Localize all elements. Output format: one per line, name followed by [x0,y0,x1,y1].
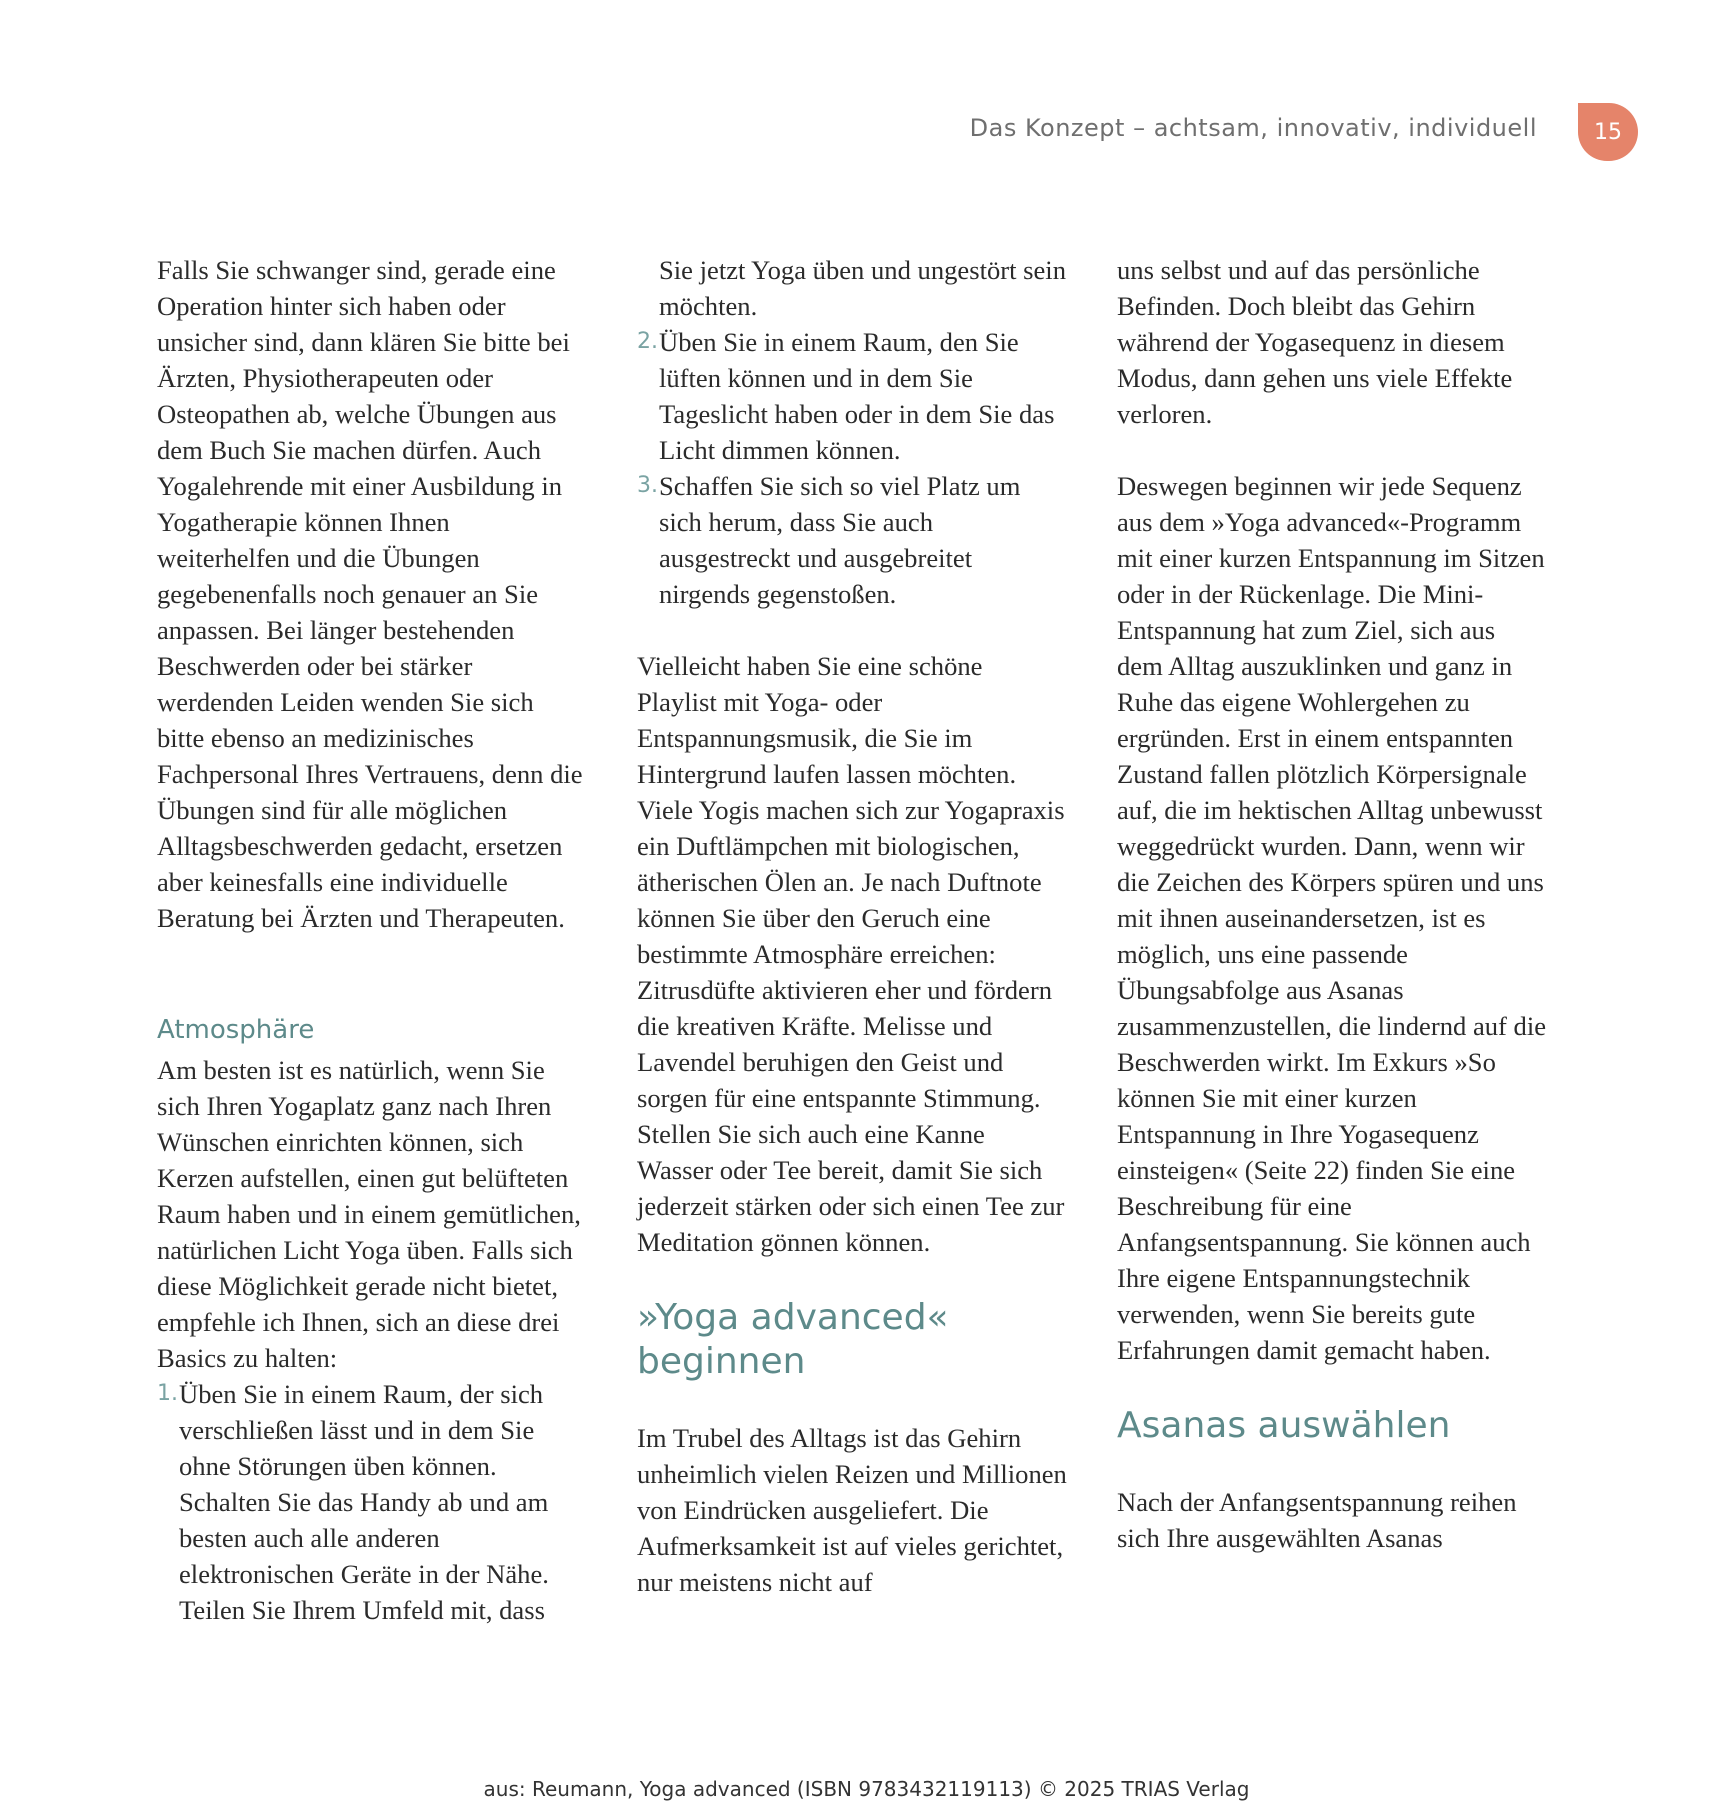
column-2 [637,252,1067,1600]
basics-list [157,1376,587,1628]
list-text: Üben Sie in einem Raum, der sich verschließen lässt und in dem Sie ohne Störungen üben können. Schalten Sie das Handy ab und am besten auch alle anderen elektronischen Geräte in der Nähe. Teilen Sie Ihrem Umfeld mit, dass [179,1379,549,1625]
list-number: 1. [157,1381,178,1406]
running-title: Das Konzept – achtsam, innovativ, individuell [969,114,1537,142]
list-number: 3. [637,473,658,498]
heading-asanas-auswaehlen: Asanas auswählen [1117,1405,1451,1446]
paragraph-trubel: Im Trubel des Alltags ist das Gehirn unheimlich vielen Reizen und Millionen von Eindrücken ausgeliefert. Die Aufmerksamkeit ist auf vieles gerichtet, nur meistens nicht auf [637,1423,1067,1597]
heading-yoga-advanced-beginnen: »Yoga advanced« beginnen [637,1297,949,1382]
list-number: 2. [637,329,658,354]
list-text: Üben Sie in einem Raum, den Sie lüften können und in dem Sie Tageslicht haben oder in dem Sie das Licht dimmen können. [659,327,1055,465]
paragraph-precautions: Falls Sie schwanger sind, gerade eine Operation hinter sich haben oder unsicher sind, dann klären Sie bitte bei Ärzten, Physiotherapeuten oder Osteopathen ab, welche Übungen aus dem Buch Sie machen dürfen. Auch Yogalehrende mit einer Ausbildung in Yogatherapie können Ihnen weiterhelfen und die Übungen gegebenenfalls noch genauer an Sie anpassen. Bei länger bestehenden Beschwerden oder bei stärker werdenden Leiden wenden Sie sich bitte ebenso an medizinisches Fachpersonal Ihres Vertrauens, denn die Übungen sind für alle möglichen Alltagsbeschwerden gedacht, ersetzen aber keinesfalls eine individuelle Beratung bei Ärzten und Therapeuten. [157,255,583,933]
list-item [637,324,1067,468]
list-text: Schaffen Sie sich so viel Platz um sich herum, dass Sie auch ausgestreckt und ausgebreitet nirgends gegenstoßen. [659,471,1021,609]
column-1 [157,252,587,1628]
paragraph-atmosphaere: Am besten ist es natürlich, wenn Sie sich Ihren Yogaplatz ganz nach Ihren Wünschen einrichten können, sich Kerzen aufstellen, einen gut belüfteten Raum haben und in einem gemütlichen, natürlichen Licht Yoga üben. Falls sich diese Möglichkeit gerade nicht bietet, empfehle ich Ihnen, sich an diese drei Basics zu halten: [157,1055,581,1373]
list-item-continuation: Sie jetzt Yoga üben und ungestört sein möchten. [659,255,1066,321]
list-item [157,1376,587,1628]
paragraph-entspannung: Deswegen beginnen wir jede Sequenz aus dem »Yoga advanced«-Programm mit einer kurzen Entspannung im Sitzen oder in der Rückenlage. Die Mini-Entspannung hat zum Ziel, sich aus dem Alltag auszuklinken und ganz in Ruhe das eigene Wohlergehen zu ergründen. Erst in einem entspannten Zustand fallen plötzlich Körpersignale auf, die im hektischen Alltag unbewusst weggedrückt wurden. Dann, wenn wir die Zeichen des Körpers spüren und uns mit ihnen auseinandersetzen, ist es möglich, uns eine passende Übungsabfolge aus Asanas zusammenzustellen, die lindernd auf die Beschwerden wirkt. Im Exkurs »So können Sie mit einer kurzen Entspannung in Ihre Yogasequenz einsteigen« (Seite 22) finden Sie eine Beschreibung für eine Anfangsentspannung. Sie können auch Ihre eigene Entspannungstechnik verwenden, wenn Sie bereits gute Erfahrungen damit gemacht haben. [1117,471,1547,1365]
footer-credit: aus: Reumann, Yoga advanced (ISBN 9783432119113) © 2025 TRIAS Verlag [483,1777,1250,1801]
paragraph-befinden: uns selbst und auf das persönliche Befinden. Doch bleibt das Gehirn während der Yogasequenz in diesem Modus, dann gehen uns viele Effekte verloren. [1117,255,1513,429]
column-3 [1117,252,1547,1556]
page-number-badge: 15 [1578,103,1638,161]
list-item [637,468,1067,612]
paragraph-asanas: Nach der Anfangsentspannung reihen sich Ihre ausgewählten Asanas [1117,1487,1517,1553]
heading-atmosphaere: Atmosphäre [157,1015,315,1045]
paragraph-playlist: Vielleicht haben Sie eine schöne Playlist mit Yoga- oder Entspannungsmusik, die Sie im Hintergrund laufen lassen möchten. Viele Yogis machen sich zur Yogapraxis ein Duftlämpchen mit biologischen, ätherischen Ölen an. Je nach Duftnote können Sie über den Geruch eine bestimmte Atmosphäre erreichen: Zitrusdüfte aktivieren eher und fördern die kreativen Kräfte. Melisse und Lavendel beruhigen den Geist und sorgen für eine entspannte Stimmung. Stellen Sie sich auch eine Kanne Wasser oder Tee bereit, damit Sie sich jederzeit stärken oder sich einen Tee zur Meditation gönnen können. [637,651,1065,1257]
basics-list-cont [637,324,1067,612]
